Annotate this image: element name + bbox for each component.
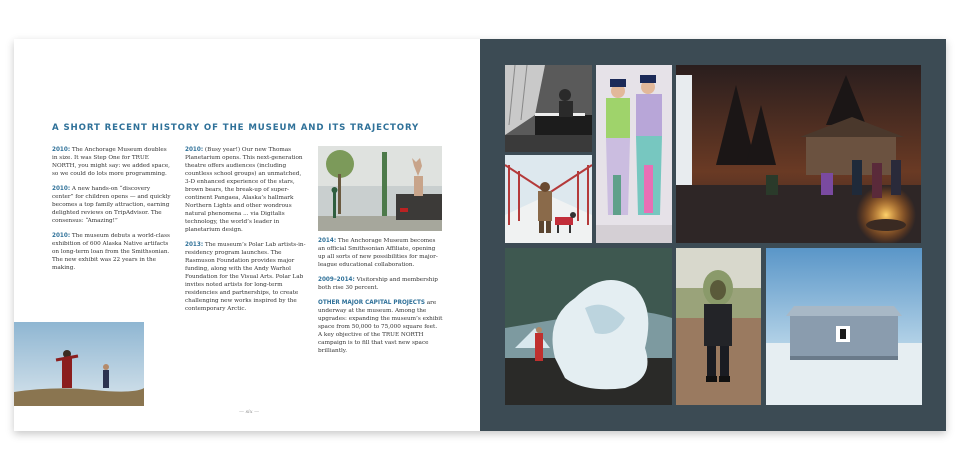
history-entry [318,299,443,355]
entry-label: OTHER MAJOR CAPITAL PROJECTS [318,300,425,306]
history-column-2 [185,146,307,320]
photo-child-hooded-road [676,248,761,405]
entry-text: The museum debuts a world-class exhibition of 600 Alaska Native artifacts on long-term loan from the Smithsonian. The new exhibit was 22 years in the making. [52,233,170,271]
entry-year: 2014: [318,238,337,244]
entry-text: The Anchorage Museum becomes an official Smithsonian Affiliate, opening up all sorts of new possibilities for major-league educational collaboration. [318,238,438,268]
brochure-spread [14,39,946,431]
entry-text: Visitorship and membership both rise 30 percent. [318,277,438,291]
entry-text: A new hands-on “discovery center” for children opens — and quickly becomes a top family attraction, earning delighted reviews on TripAdvisor. The consensus: “Amazing!” [52,186,171,224]
photo-bridge-winter-dog [505,155,592,243]
history-entry [185,146,307,234]
history-entry [52,232,172,272]
entry-year: 2013: [185,242,204,248]
history-entry [52,185,172,225]
entry-text: The museum’s Polar Lab artists-in-residency program launches. The Rasmuson Foundation provides major funding, along with the Andy Warhol Foundation for the Visual Arts. Polar Lab invites noted artists for long-term residencies and partnerships, to create challenging new works inspired by the contemporary Arctic. [185,242,306,312]
history-entry [52,146,172,178]
history-entry [318,276,443,292]
section-heading: A SHORT RECENT HISTORY OF THE MUSEUM AND ITS TRAJECTORY [52,123,420,133]
entry-text: The Anchorage Museum doubles in size. It was Step One for TRUE NORTH, you might say: we added space, so we could do lots more programming. [52,147,170,177]
photo-campfire-night [676,65,921,243]
right-page-photo-grid [480,39,946,431]
entry-year: 2009–2014: [318,277,355,283]
entry-year: 2010: [185,147,204,153]
photo-kids-on-hill [14,322,144,406]
entry-year: 2010: [52,147,71,153]
entry-year: 2010: [52,233,71,239]
photo-moose-sculpture-parking [318,146,442,231]
entry-text: are underway at the museum. Among the upgrades: expanding the museum’s exhibit space from 50,000 to 75,000 square feet. A key objective of the TRUE NORTH campaign is to fill that vast new space brilliantly. [318,300,443,354]
history-column-1 [52,146,172,279]
history-column-3 [318,237,443,362]
left-page [14,39,480,431]
history-entry [318,237,443,269]
entry-year: 2010: [52,186,71,192]
entry-text: (Busy year!) Our new Thomas Planetarium opens. This next-generation theatre offers audiences (including countless school groups) an unmatched, 3-D enhanced experience of the stars, brown bears, the break-up of super-continent Pangaea, Alaska’s hallmark Northern Lights and other wondrous natural phenomena ... via Digitalis technology, the world’s leader in planetarium design. [185,147,303,233]
page-number: — six — [239,409,260,415]
history-entry [185,241,307,313]
photo-ice-fishing-shack [766,248,922,405]
photo-pianist-bw [505,65,592,152]
photo-two-women-traditional-dress [596,65,672,243]
photo-iceberg-beach [505,248,672,405]
